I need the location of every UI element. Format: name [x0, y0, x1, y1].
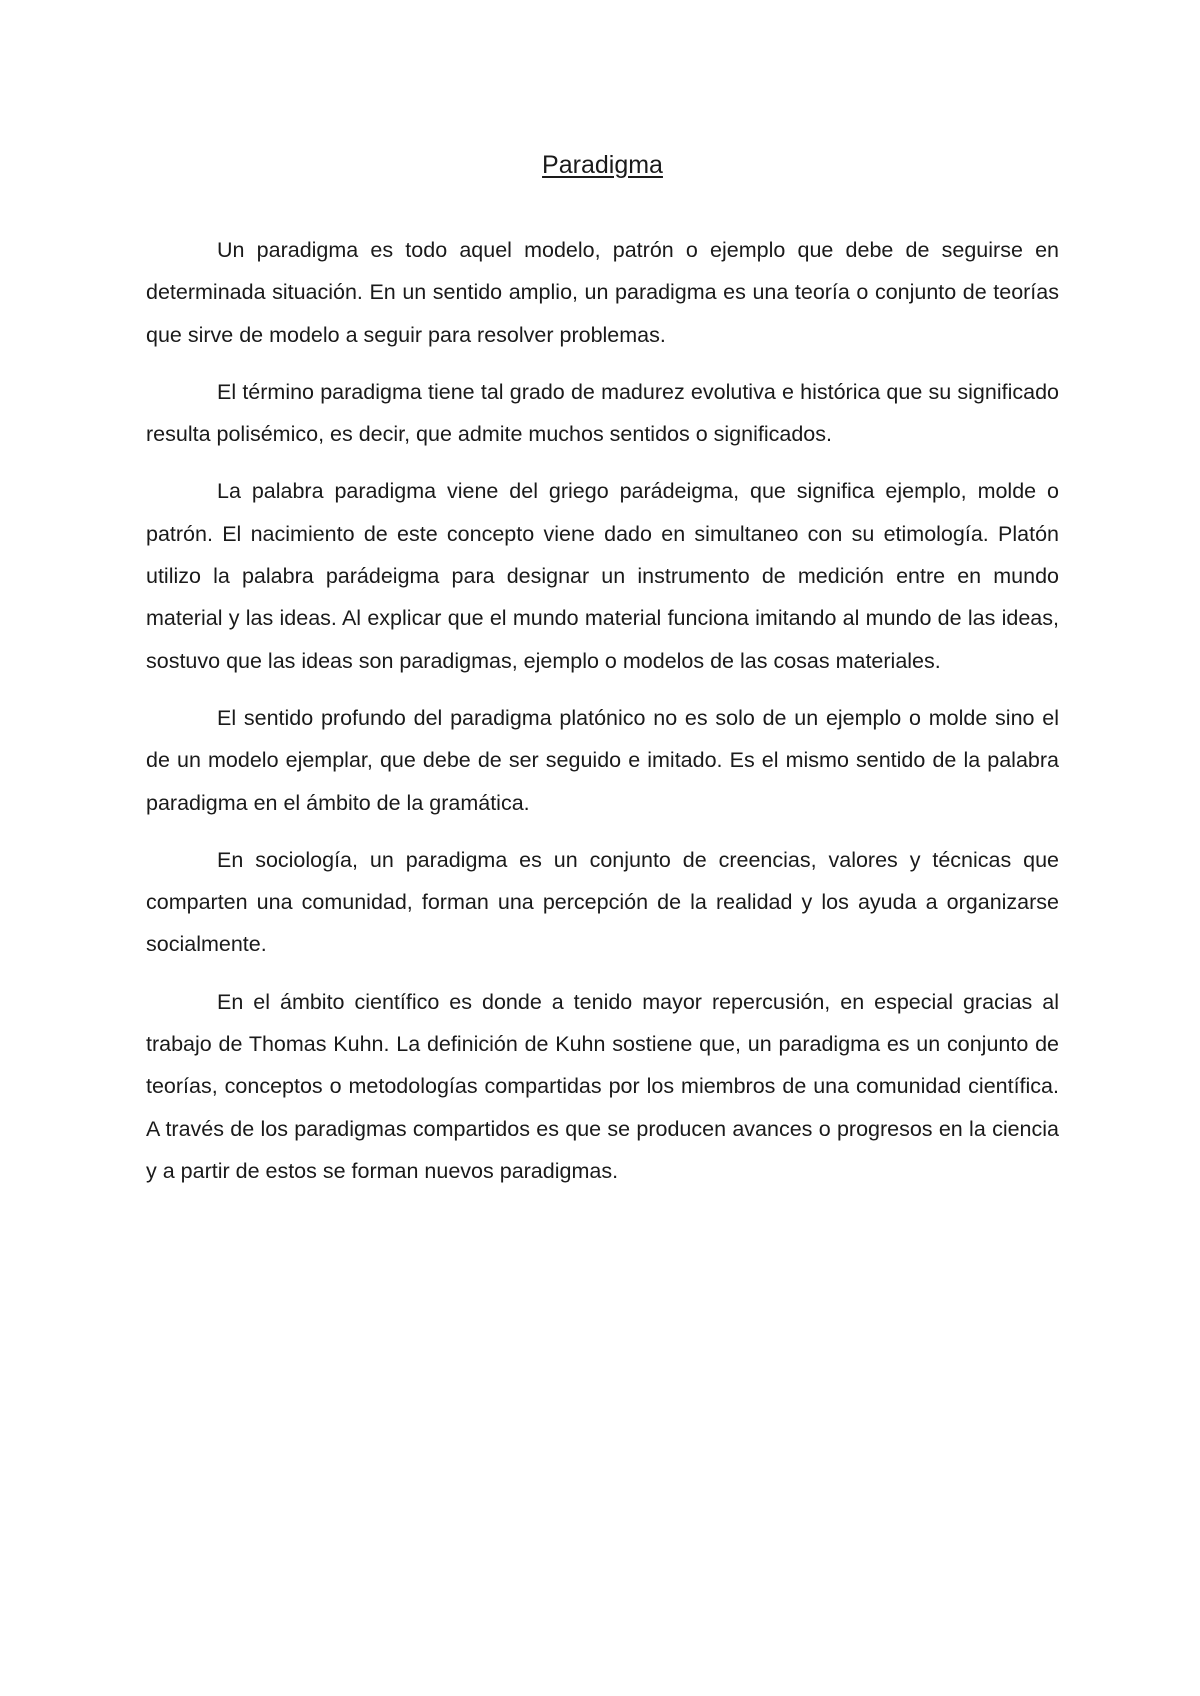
paragraph-2: El término paradigma tiene tal grado de madurez evolutiva e histórica que su significado resulta polisémico, es decir, que admite muchos sentidos o significados.: [146, 379, 1059, 447]
paragraph-4: El sentido profundo del paradigma platónico no es solo de un ejemplo o molde sino el de un modelo ejemplar, que debe de ser seguido e imitado. Es el mismo sentido de la palabra paradigma en el ámbito de la gramática.: [146, 705, 1059, 815]
paragraph-6: En el ámbito científico es donde a tenido mayor repercusión, en especial gracias al trabajo de Thomas Kuhn. La definición de Kuhn sostiene que, un paradigma es un conjunto de teorías, conceptos o metodologías compartidas por los miembros de una comunidad científica. A través de los paradigmas compartidos es que se producen avances o progresos en la ciencia y a partir de estos se forman nuevos paradigmas.: [146, 989, 1059, 1183]
paragraph-3: La palabra paradigma viene del griego parádeigma, que significa ejemplo, molde o patrón. El nacimiento de este concepto viene dado en simultaneo con su etimología. Platón utilizo la palabra parádeigma para designar un instrumento de medición entre en mundo material y las ideas. Al explicar que el mundo material funciona imitando al mundo de las ideas, sostuvo que las ideas son paradigmas, ejemplo o modelos de las cosas materiales.: [146, 479, 1059, 673]
paragraph-1: Un paradigma es todo aquel modelo, patrón o ejemplo que debe de seguirse en determinada situación. En un sentido amplio, un paradigma es una teoría o conjunto de teorías que sirve de modelo a seguir para resolver problemas.: [146, 238, 1059, 347]
paragraph-5: En sociología, un paradigma es un conjunto de creencias, valores y técnicas que comparten una comunidad, forman una percepción de la realidad y los ayuda a organizarse socialmente.: [146, 847, 1059, 957]
document-body: [146, 145, 1059, 1207]
document-title: Paradigma: [542, 151, 663, 179]
